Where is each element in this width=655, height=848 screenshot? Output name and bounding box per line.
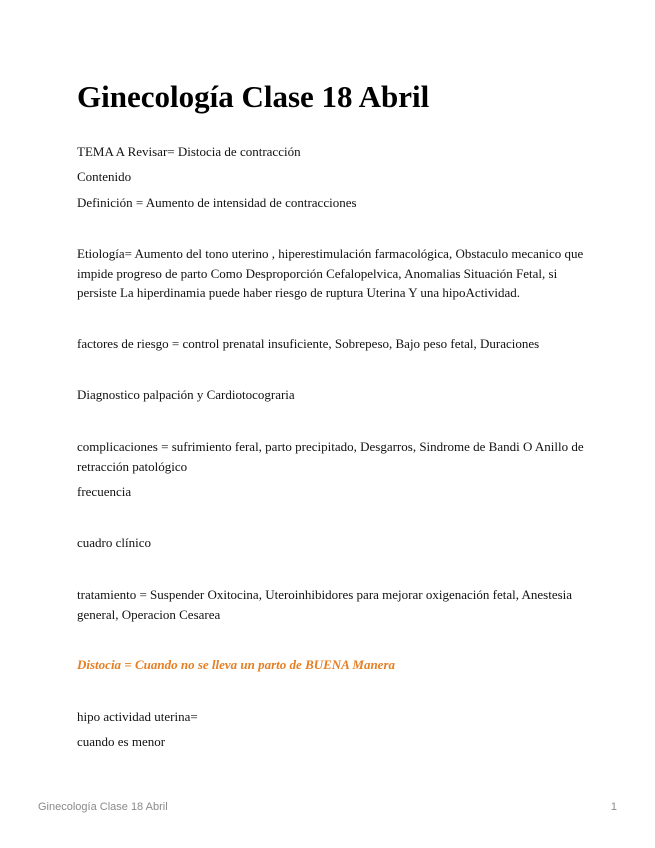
paragraph-etiologia: Etiología= Aumento del tono uterino , hiperestimulación farmacológica, Obstaculo mecanico que impide progreso de parto Como Desproporción Cefalopelvica, Anomalias Situación Fetal, si persiste La hiperdinamia puede haber riesgo de ruptura Uterina Y una hipoActividad. xyxy=(77,246,584,300)
paragraph-definicion: Definición = Aumento de intensidad de contracciones xyxy=(77,195,357,210)
paragraph-tratamiento: tratamiento = Suspender Oxitocina, Uteroinhibidores para mejorar oxigenación fetal, Anestesia general, Operacion Cesarea xyxy=(77,587,573,622)
paragraph-cuando-es-menor: cuando es menor xyxy=(77,734,166,749)
paragraph-factores-riesgo: factores de riesgo = control prenatal insuficiente, Sobrepeso, Bajo peso fetal, Duraciones xyxy=(77,336,540,351)
paragraph-hipo-actividad: hipo actividad uterina= xyxy=(77,709,198,724)
paragraph-contenido: Contenido xyxy=(77,169,132,184)
paragraph-cuadro-clinico: cuadro clínico xyxy=(77,535,151,550)
footer-page-number: 1 xyxy=(610,801,617,813)
paragraph-frecuencia: frecuencia xyxy=(77,484,132,499)
paragraph-distocia-highlight: Distocia = Cuando no se lleva un parto de BUENA Manera xyxy=(77,657,396,672)
paragraph-diagnostico: Diagnostico palpación y Cardiotocograria xyxy=(77,387,295,402)
paragraph-complicaciones: complicaciones = sufrimiento feral, parto precipitado, Desgarros, Sindrome de Bandi O Anillo de retracción patológico xyxy=(77,439,584,474)
footer-title: Ginecología Clase 18 Abril xyxy=(38,801,168,813)
paragraph-tema: TEMA A Revisar= Distocia de contracción xyxy=(77,144,301,159)
document-title: Ginecología Clase 18 Abril xyxy=(77,79,430,114)
